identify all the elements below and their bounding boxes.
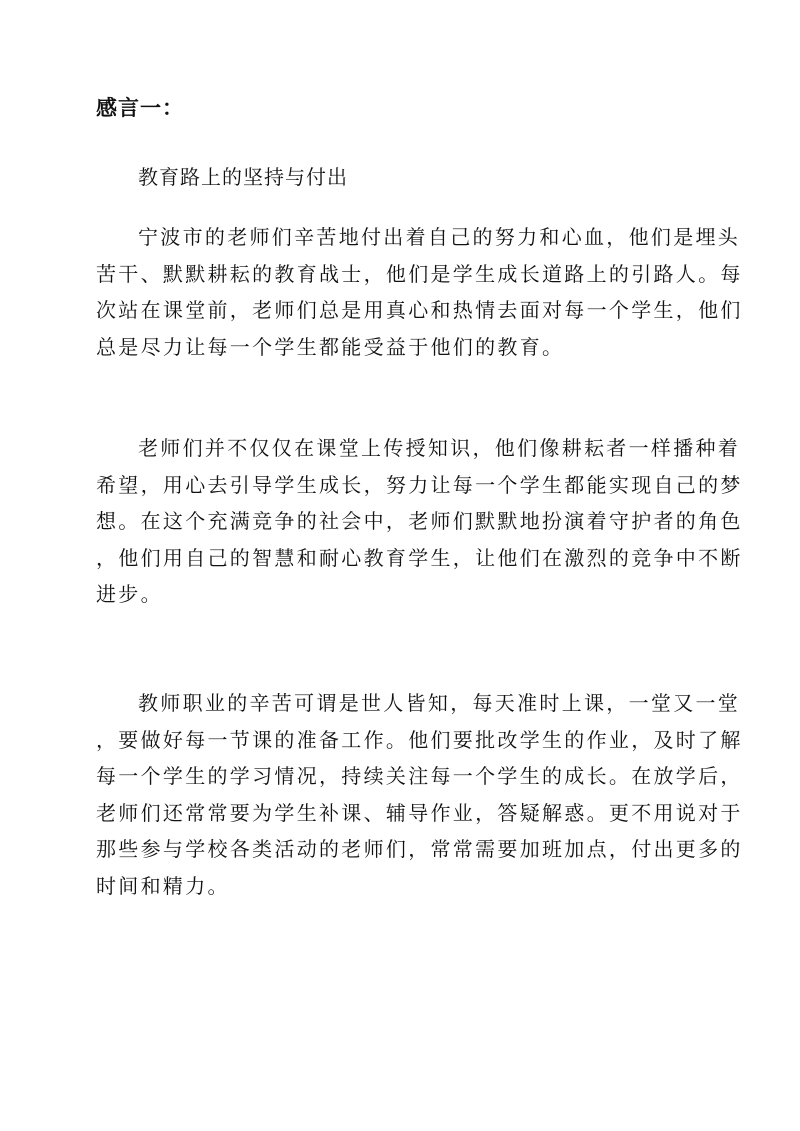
paragraph-3 [96, 685, 743, 904]
paragraph-line: 次站在课堂前，老师们总是用真心和热情去面对每一个学生，他们 [96, 298, 743, 322]
paragraph-line: ，他们用自己的智慧和耐心教育学生，让他们在激烈的竞争中不断 [96, 545, 743, 570]
paragraph-2 [96, 430, 743, 613]
paragraph-line: 进步。 [96, 582, 163, 606]
article-subtitle: 教育路上的坚持与付出 [138, 165, 348, 189]
paragraph-1 [96, 219, 743, 365]
paragraph-line: ，要做好每一节课的准备工作。他们要批改学生的作业，及时了解 [96, 727, 743, 752]
paragraph-line: 时间和精力。 [96, 873, 230, 898]
paragraph-line: 每一个学生的学习情况，持续关注每一个学生的成长。在放学后， [96, 764, 743, 788]
paragraph-line: 苦干、默默耕耘的教育战士，他们是学生成长道路上的引路人。每 [96, 261, 743, 286]
paragraph-line: 总是尽力让每一个学生都能受益于他们的教育。 [96, 334, 565, 359]
paragraph-line: 希望，用心去引导学生成长，努力让每一个学生都能实现自己的梦 [96, 472, 743, 497]
paragraph-line: 教师职业的辛苦可谓是世人皆知，每天准时上课，一堂又一堂 [138, 691, 741, 715]
paragraph-line: 想。在这个充满竞争的社会中，老师们默默地扮演着守护者的角色 [96, 509, 743, 533]
paragraph-line: 老师们并不仅仅在课堂上传授知识，他们像耕耘者一样播种着 [138, 436, 741, 460]
paragraph-line: 老师们还常常要为学生补课、辅导作业，答疑解惑。更不用说对于 [96, 800, 743, 825]
section-heading: 感言一： [96, 95, 184, 120]
paragraph-line: 宁波市的老师们辛苦地付出着自己的努力和心血，他们是埋头 [138, 225, 741, 249]
paragraph-line: 那些参与学校各类活动的老师们，常常需要加班加点，付出更多的 [96, 837, 743, 861]
